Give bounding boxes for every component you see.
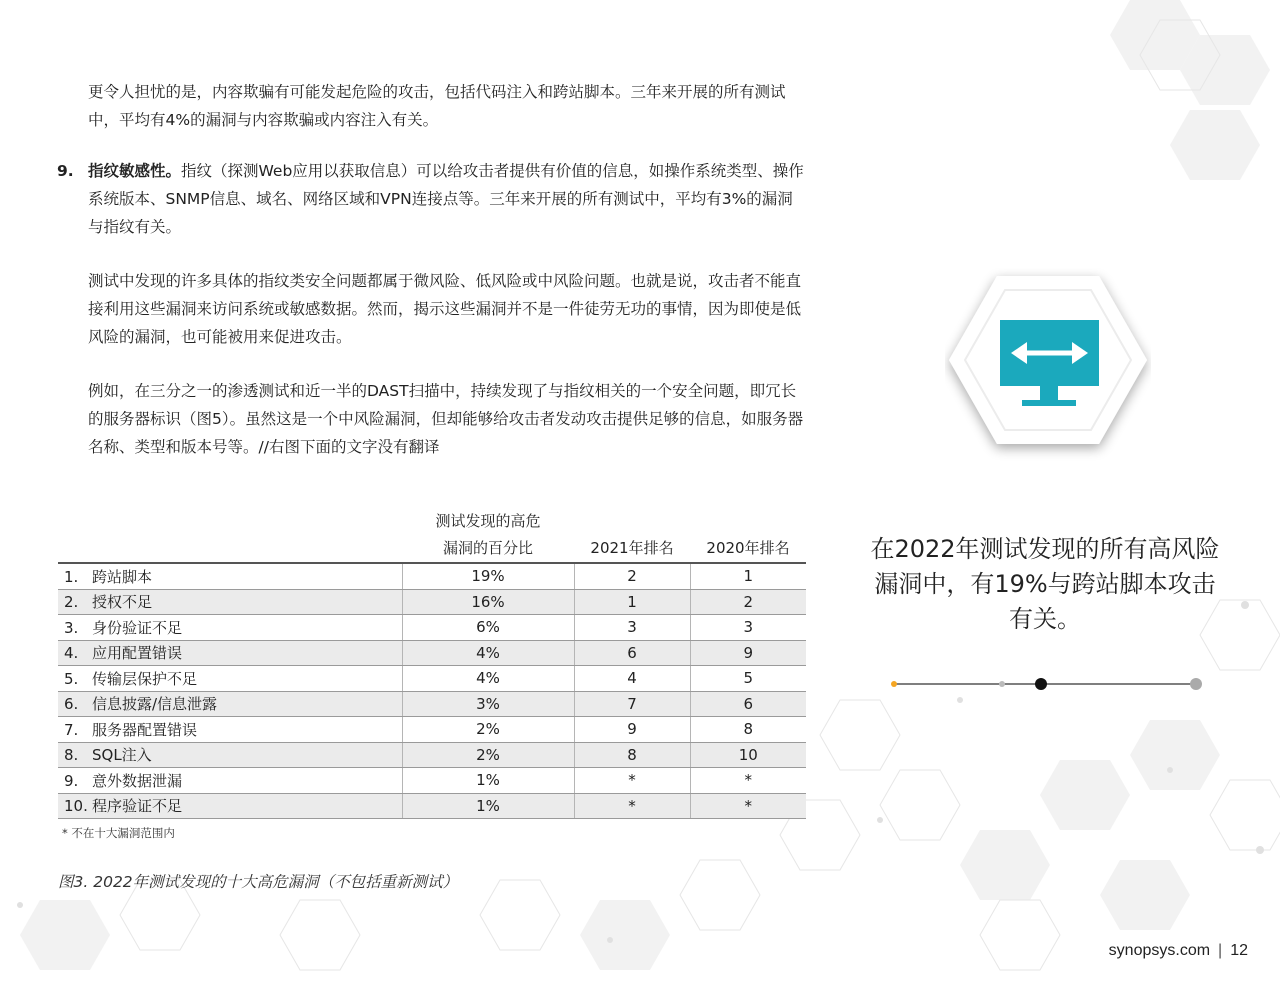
percent-cell: 1% bbox=[402, 793, 574, 819]
vulnerability-name-cell bbox=[58, 717, 402, 743]
vulnerability-name: 程序验证不足 bbox=[92, 797, 183, 816]
progress-dots-indicator bbox=[888, 672, 1206, 696]
table-header-rank-2020: 2020年排名 bbox=[690, 508, 806, 563]
rank-2020-cell: 1 bbox=[690, 563, 806, 589]
percent-cell: 6% bbox=[402, 615, 574, 641]
vulnerability-name-cell bbox=[58, 589, 402, 615]
paragraph-content-spoofing: 更令人担忧的是，内容欺骗有可能发起危险的攻击，包括代码注入和跨站脚本。三年来开展的所有测试中，平均有4%的漏洞与内容欺骗或内容注入有关。 bbox=[88, 83, 786, 129]
table-row bbox=[58, 615, 806, 641]
dot-active bbox=[1035, 678, 1047, 690]
dot-end bbox=[1190, 678, 1202, 690]
vulnerability-name: 跨站脚本 bbox=[92, 567, 153, 586]
rank-number: 1. bbox=[64, 567, 79, 586]
rank-2021-cell: 3 bbox=[574, 615, 690, 641]
vulnerability-name-cell bbox=[58, 615, 402, 641]
rank-2021-cell: 8 bbox=[574, 742, 690, 768]
vulnerability-name-cell bbox=[58, 563, 402, 589]
vulnerability-name: 传输层保护不足 bbox=[92, 669, 198, 688]
rank-2021-cell: 1 bbox=[574, 589, 690, 615]
rank-2021-cell: 2 bbox=[574, 563, 690, 589]
vulnerability-name: 身份验证不足 bbox=[92, 618, 183, 637]
page-number: 12 bbox=[1230, 942, 1248, 959]
vulnerability-name: 服务器配置错误 bbox=[92, 720, 198, 739]
table-row bbox=[58, 666, 806, 692]
page-footer bbox=[1109, 942, 1248, 960]
table-header-percent-line2: 漏洞的百分比 bbox=[442, 539, 533, 557]
percent-cell: 19% bbox=[402, 563, 574, 589]
vulnerability-name-cell bbox=[58, 793, 402, 819]
rank-number: 9. bbox=[64, 771, 79, 790]
rank-number: 2. bbox=[64, 593, 79, 612]
vulnerability-name-cell bbox=[58, 768, 402, 794]
vulnerability-name: 信息披露/信息泄露 bbox=[92, 695, 218, 714]
rank-2020-cell: 2 bbox=[690, 589, 806, 615]
table-row bbox=[58, 640, 806, 666]
percent-cell: 2% bbox=[402, 742, 574, 768]
dot-orange bbox=[891, 681, 897, 687]
table-header-percent-line1: 测试发现的高危 bbox=[435, 512, 541, 530]
monitor-arrows-icon bbox=[945, 268, 1151, 468]
paragraph-fingerprint-risk: 测试中发现的许多具体的指纹类安全问题都属于微风险、低风险或中风险问题。也就是说，攻击者不能直接利用这些漏洞来访问系统或敏感数据。然而，揭示这些漏洞并不是一件徒劳无功的事情，因为即使是低风险的漏洞，也可能被用来促进攻击。 bbox=[88, 272, 802, 346]
list-item-title: 指纹敏感性。 bbox=[88, 162, 182, 180]
percent-cell: 2% bbox=[402, 717, 574, 743]
vulnerability-name: SQL注入 bbox=[92, 746, 152, 765]
rank-number: 3. bbox=[64, 618, 79, 637]
dot-small bbox=[999, 681, 1005, 687]
rank-number: 6. bbox=[64, 695, 79, 714]
vulnerability-name-cell bbox=[58, 742, 402, 768]
table-header-row bbox=[58, 508, 806, 563]
table-header-rank-2021: 2021年排名 bbox=[574, 508, 690, 563]
table-row bbox=[58, 793, 806, 819]
vulnerability-name-cell bbox=[58, 691, 402, 717]
table-row bbox=[58, 563, 806, 589]
figure-caption: 图3. 2022年测试发现的十大高危漏洞（不包括重新测试） bbox=[58, 873, 459, 891]
rank-number: 4. bbox=[64, 644, 79, 663]
rank-2021-cell: 9 bbox=[574, 717, 690, 743]
vulnerability-name: 授权不足 bbox=[92, 593, 153, 612]
rank-2021-cell: 6 bbox=[574, 640, 690, 666]
rank-2020-cell: 10 bbox=[690, 742, 806, 768]
rank-2021-cell: * bbox=[574, 793, 690, 819]
rank-2021-cell: * bbox=[574, 768, 690, 794]
table-row bbox=[58, 717, 806, 743]
percent-cell: 16% bbox=[402, 589, 574, 615]
paragraph-fingerprinting bbox=[88, 157, 808, 241]
rank-number: 8. bbox=[64, 746, 79, 765]
rank-number: 10. bbox=[64, 797, 88, 816]
table-row bbox=[58, 768, 806, 794]
rank-2020-cell: * bbox=[690, 793, 806, 819]
percent-cell: 1% bbox=[402, 768, 574, 794]
rank-2020-cell: 8 bbox=[690, 717, 806, 743]
percent-cell: 4% bbox=[402, 640, 574, 666]
vulnerability-name: 意外数据泄漏 bbox=[92, 771, 183, 790]
rank-2020-cell: * bbox=[690, 768, 806, 794]
table-row bbox=[58, 589, 806, 615]
callout-text: 在2022年测试发现的所有高风险漏洞中，有19%与跨站脚本攻击有关。 bbox=[870, 535, 1220, 633]
table-row bbox=[58, 742, 806, 768]
rank-number: 5. bbox=[64, 669, 79, 688]
rank-number: 7. bbox=[64, 720, 79, 739]
rank-2020-cell: 6 bbox=[690, 691, 806, 717]
list-item-number: 9. bbox=[57, 162, 74, 180]
vulnerability-name: 应用配置错误 bbox=[92, 644, 183, 663]
percent-cell: 4% bbox=[402, 666, 574, 692]
top-ten-vulnerabilities-table bbox=[58, 508, 806, 819]
footer-separator: | bbox=[1218, 942, 1223, 959]
vulnerability-table-container bbox=[58, 508, 806, 819]
table-header-percent bbox=[402, 508, 574, 563]
table-row bbox=[58, 691, 806, 717]
vulnerability-name-cell bbox=[58, 640, 402, 666]
rank-2020-cell: 5 bbox=[690, 666, 806, 692]
rank-2020-cell: 9 bbox=[690, 640, 806, 666]
paragraph-server-banner: 例如，在三分之一的渗透测试和近一半的DAST扫描中，持续发现了与指纹相关的一个安全问题，即冗长的服务器标识（图5）。虽然这是一个中风险漏洞，但却能够给攻击者发动攻击提供足够的信息，如服务器名称、类型和版本号等。//右图下面的文字没有翻译 bbox=[88, 382, 804, 456]
paragraph-fingerprinting-text: 指纹（探测Web应用以获取信息）可以给攻击者提供有价值的信息，如操作系统类型、操作系统版本、SNMP信息、域名、网络区域和VPN连接点等。三年来开展的所有测试中，平均有3%的漏洞与指纹有关。 bbox=[88, 162, 804, 236]
rank-2020-cell: 3 bbox=[690, 615, 806, 641]
table-header-name bbox=[58, 508, 402, 563]
vulnerability-name-cell bbox=[58, 666, 402, 692]
table-footnote: * 不在十大漏洞范围内 bbox=[62, 826, 175, 840]
footer-site: synopsys.com bbox=[1108, 942, 1211, 959]
percent-cell: 3% bbox=[402, 691, 574, 717]
rank-2021-cell: 4 bbox=[574, 666, 690, 692]
rank-2021-cell: 7 bbox=[574, 691, 690, 717]
